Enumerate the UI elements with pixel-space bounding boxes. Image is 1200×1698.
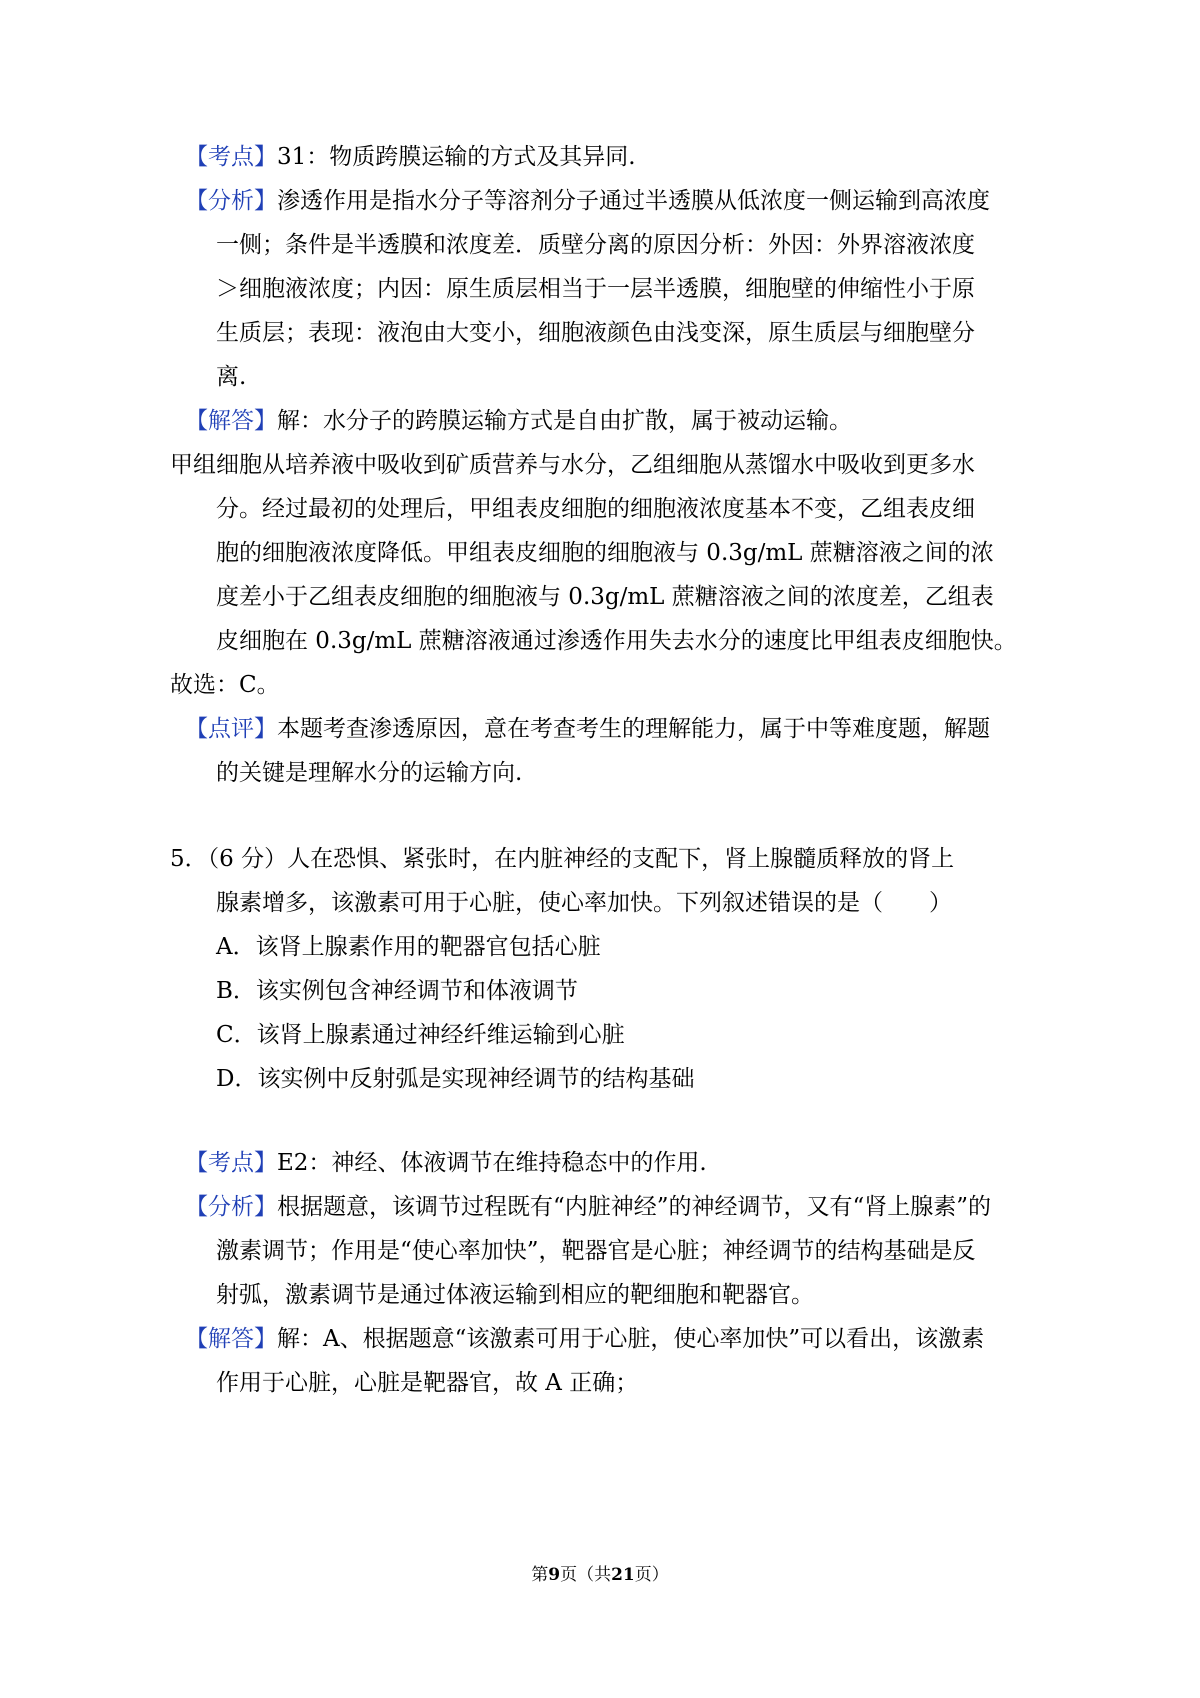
footer-text: 页（共 [560, 1565, 612, 1585]
body-line: 胞的细胞液浓度降低。甲组表皮细胞的细胞液与 0.3g/mL 蔗糖溶液之间的浓 [216, 540, 994, 566]
kaodian-tag: 【考点】 [185, 1150, 277, 1176]
total-pages: 21 [611, 1565, 635, 1585]
footer-text: 页） [634, 1565, 669, 1585]
fenxi-tag: 【分析】 [185, 188, 277, 214]
fenxi-text: 渗透作用是指水分子等溶剂分子通过半透膜从低浓度一侧运输到高浓度 [277, 188, 990, 214]
fenxi-text: 离. [216, 364, 247, 390]
jieda-text: 解：A、根据题意“该激素可用于心脏，使心率加快”可以看出，该激素 [277, 1326, 985, 1352]
answer-line: 故选：C。 [170, 672, 280, 698]
fenxi-text: 根据题意，该调节过程既有“内脏神经”的神经调节，又有“肾上腺素”的 [277, 1194, 992, 1220]
page-footer [0, 1563, 1200, 1587]
jieda-text: 作用于心脏，心脏是靶器官，故 A 正确； [216, 1370, 639, 1396]
option-b: B．该实例包含神经调节和体液调节 [216, 978, 578, 1004]
jieda-tag: 【解答】 [185, 408, 277, 434]
dianping-tag: 【点评】 [185, 716, 277, 742]
jieda-line [185, 1322, 984, 1356]
jieda-tag: 【解答】 [185, 1326, 277, 1352]
kaodian-text: E2：神经、体液调节在维持稳态中的作用. [277, 1150, 707, 1176]
body-line: 甲组细胞从培养液中吸收到矿质营养与水分，乙组细胞从蒸馏水中吸收到更多水 [170, 452, 975, 478]
body-line: 度差小于乙组表皮细胞的细胞液与 0.3g/mL 蔗糖溶液之间的浓度差，乙组表 [216, 584, 994, 610]
dianping-line [185, 712, 990, 746]
question-stem: 5．（6 分）人在恐惧、紧张时，在内脏神经的支配下，肾上腺髓质释放的肾上 [170, 846, 955, 872]
body-line: 分。经过最初的处理后，甲组表皮细胞的细胞液浓度基本不变，乙组表皮细 [216, 496, 975, 522]
footer-text: 第 [531, 1565, 549, 1585]
option-a: A．该肾上腺素作用的靶器官包括心脏 [216, 934, 601, 960]
kaodian-line [185, 140, 636, 174]
body-line: 皮细胞在 0.3g/mL 蔗糖溶液通过渗透作用失去水分的速度比甲组表皮细胞快。 [216, 628, 1017, 654]
fenxi-tag: 【分析】 [185, 1194, 277, 1220]
dianping-text: 的关键是理解水分的运输方向. [216, 760, 523, 786]
fenxi-text: 一侧；条件是半透膜和浓度差．质壁分离的原因分析：外因：外界溶液浓度 [216, 232, 975, 258]
page-number: 9 [548, 1565, 561, 1585]
kaodian-line [185, 1146, 707, 1180]
kaodian-text: 31：物质跨膜运输的方式及其异同. [277, 144, 636, 170]
fenxi-text: 射弧，激素调节是通过体液运输到相应的靶细胞和靶器官。 [216, 1282, 814, 1308]
fenxi-text: ＞细胞液浓度；内因：原生质层相当于一层半透膜，细胞壁的伸缩性小于原 [216, 276, 975, 302]
option-c: C．该肾上腺素通过神经纤维运输到心脏 [216, 1022, 625, 1048]
option-d: D．该实例中反射弧是实现神经调节的结构基础 [216, 1066, 695, 1092]
kaodian-tag: 【考点】 [185, 144, 277, 170]
dianping-text: 本题考查渗透原因，意在考查考生的理解能力，属于中等难度题，解题 [277, 716, 990, 742]
fenxi-line [185, 184, 990, 218]
fenxi-line [185, 1190, 991, 1224]
fenxi-text: 激素调节；作用是“使心率加快”，靶器官是心脏；神经调节的结构基础是反 [216, 1238, 976, 1264]
jieda-text: 解：水分子的跨膜运输方式是自由扩散，属于被动运输。 [277, 408, 852, 434]
fenxi-text: 生质层；表现：液泡由大变小，细胞液颜色由浅变深，原生质层与细胞壁分 [216, 320, 975, 346]
jieda-line [185, 404, 852, 438]
question-stem: 腺素增多，该激素可用于心脏，使心率加快。下列叙述错误的是（ ） [216, 890, 952, 916]
